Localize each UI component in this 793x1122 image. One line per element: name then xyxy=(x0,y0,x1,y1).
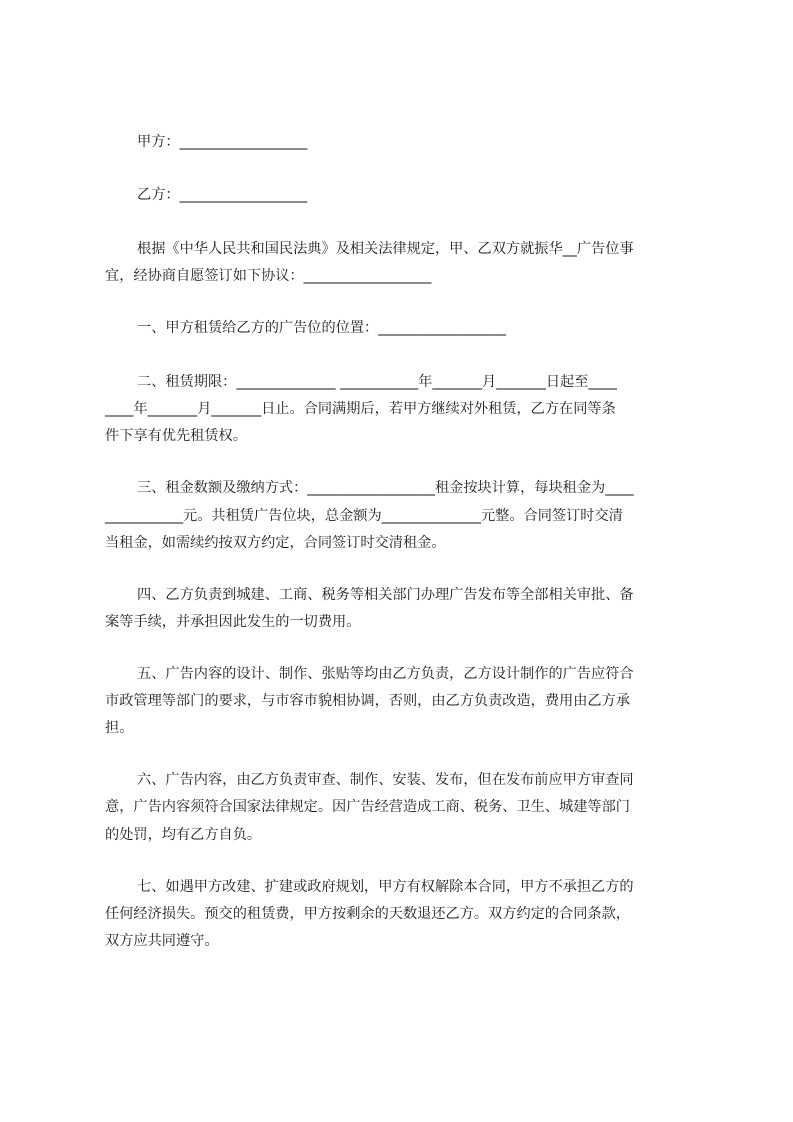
clause-2-line-1: 二、租赁期限：______________ ___________年_______月_______日起至____ xyxy=(137,374,617,390)
preamble-blank: __________________ xyxy=(303,268,432,284)
clause-1-text: 一、甲方租赁给乙方的广告位的位置： xyxy=(137,320,379,336)
party-a-line xyxy=(137,132,307,152)
party-a-label: 甲方： xyxy=(137,134,180,150)
clause-2-line-2: ____年_______月_______日止。合同满期后，若甲方继续对外租赁，乙方在同等条 xyxy=(105,401,616,417)
clause-7-line-1: 七、如遇甲方改建、扩建或政府规划，甲方有权解除本合同，甲方不承担乙方的 xyxy=(137,879,634,895)
clause-1 xyxy=(137,318,506,338)
preamble-line-2 xyxy=(105,266,431,286)
clause-3-line-2: ___________元。共租赁广告位块，总金额为______________元整。合同签订时交清 xyxy=(105,508,623,524)
clause-7-line-3: 双方应共同遵守。 xyxy=(105,933,219,949)
clause-5-line-1: 五、广告内容的设计、制作、张贴等均由乙方负责，乙方设计制作的广告应符合 xyxy=(137,666,634,682)
clause-6-line-1: 六、广告内容，由乙方负责审查、制作、安装、发布，但在发布前应甲方审查同 xyxy=(137,772,634,788)
clause-3-line-3: 当租金，如需续约按双方约定，合同签订时交清租金。 xyxy=(105,535,446,551)
clause-6-line-3: 的处罚，均有乙方自负。 xyxy=(105,827,262,843)
clause-7-line-2: 任何经济损失。预交的租赁费，甲方按剩余的天数退还乙方。双方约定的合同条款， xyxy=(105,906,630,922)
clause-6-line-2: 意，广告内容须符合国家法律规定。因广告经营造成工商、税务、卫生、城建等部门 xyxy=(105,799,630,815)
clause-5-line-3: 担。 xyxy=(105,720,134,736)
clause-4-line-1: 四、乙方负责到城建、工商、税务等相关部门办理广告发布等全部相关审批、备 xyxy=(137,587,634,603)
preamble-line-1: 根据《中华人民共和国民法典》及相关法律规定，甲、乙双方就振华__广告位事 xyxy=(137,241,634,257)
party-b-blank: __________________ xyxy=(179,187,308,203)
clause-2-line-3: 件下享有优先租赁权。 xyxy=(105,428,247,444)
clause-3-line-1: 三、租金数额及缴纳方式：__________________租金按块计算，每块租金为____ xyxy=(137,480,634,496)
party-b-label: 乙方： xyxy=(137,187,180,203)
clause-5-line-2: 市政管理等部门的要求，与市容市貌相协调，否则，由乙方负责改造，费用由乙方承 xyxy=(105,693,630,709)
preamble-text: 宜，经协商自愿签订如下协议： xyxy=(105,268,304,284)
clause-1-blank: __________________ xyxy=(378,320,506,336)
party-a-blank: __________________ xyxy=(179,134,308,150)
clause-4-line-2: 案等手续，并承担因此发生的一切费用。 xyxy=(105,614,361,630)
party-b-line xyxy=(137,185,307,205)
